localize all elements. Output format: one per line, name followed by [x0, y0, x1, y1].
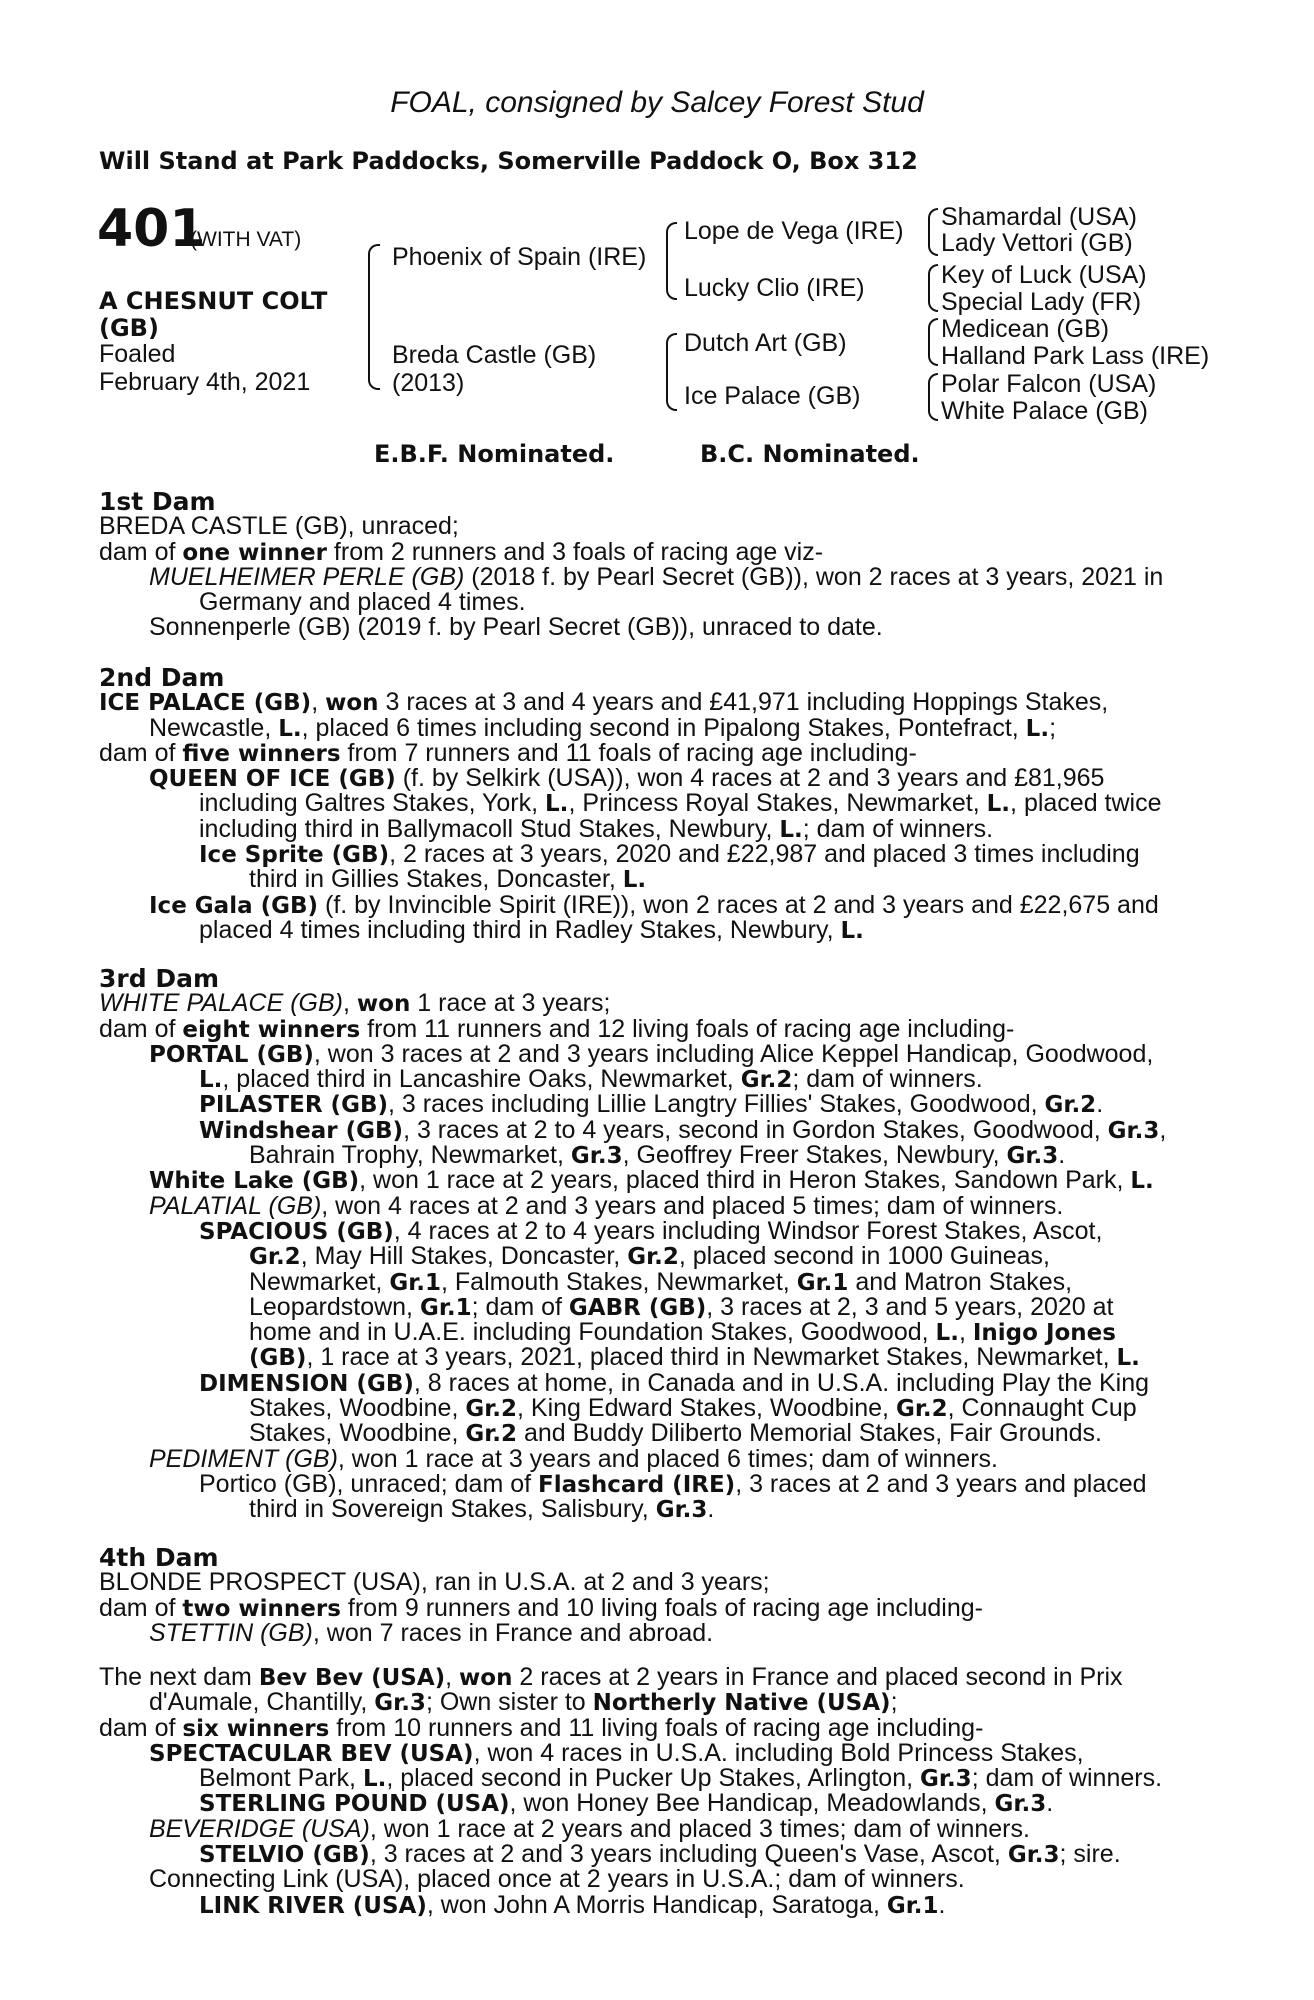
text-run: , won 7 races in France and abroad. [312, 1618, 714, 1647]
ancestor-ssd: Lady Vettori (GB) [941, 229, 1133, 257]
ancestor-dsd: Halland Park Lass (IRE) [941, 342, 1210, 370]
pedigree-brace-sire [666, 222, 677, 300]
text-run: . [1046, 1789, 1054, 1818]
horse-name: ICE PALACE (GB) [99, 690, 312, 717]
horse-name: White Lake (GB) [149, 1168, 360, 1195]
text-run: Stakes, Woodbine, [249, 1394, 466, 1423]
text-run: Bahrain Trophy, Newmarket, [249, 1141, 571, 1170]
race-grade: L. [278, 715, 302, 742]
horse-name: (GB) [249, 1345, 307, 1372]
winners-count: five winners [182, 740, 341, 767]
text-run: . [1096, 1090, 1104, 1119]
text-run: including Galtres Stakes, York, [199, 789, 546, 818]
fourth-dam-heading: 4th Dam [99, 1543, 219, 1572]
third-dam-line [99, 1115, 1199, 1144]
text-run: d'Aumale, Chantilly, [149, 1688, 375, 1717]
first-dam-line: Sonnenperle (GB) (2019 f. by Pearl Secret (GB)), unraced to date. [149, 613, 883, 642]
text-run: ; sire. [1059, 1840, 1121, 1869]
ancestor-sds: Key of Luck (USA) [941, 261, 1147, 289]
race-grade: Gr.2 [465, 1421, 518, 1448]
horse-name: Flashcard (IRE) [538, 1471, 736, 1498]
text-run: and Matron Stakes, [848, 1267, 1073, 1296]
second-dam-heading: 2nd Dam [99, 663, 225, 692]
text-run: , won 4 races at 2 and 3 years and placed 5 times; dam of winners. [321, 1191, 1064, 1220]
horse-name: DIMENSION (GB) [199, 1370, 414, 1397]
next-dam-line [99, 1738, 1199, 1767]
text-run: Newmarket, [249, 1267, 390, 1296]
dam-name: Breda Castle (GB) [392, 341, 597, 369]
text-run: ; Own sister to [425, 1688, 593, 1717]
next-dam-line [99, 1814, 1199, 1843]
fourth-dam-section [99, 1545, 1199, 1646]
text-run: (f. by Selkirk (USA)), won 4 races at 2 and 3 years and £81,965 [395, 764, 1105, 793]
horse-name: STELVIO (GB) [199, 1842, 370, 1869]
text-run: from 2 runners and 3 foals of racing age viz- [326, 537, 824, 566]
race-grade: L. [362, 1766, 387, 1793]
sire-sire-name: Lope de Vega (IRE) [684, 217, 904, 245]
text-run: home and in U.A.E. including Foundation Stakes, Goodwood, [249, 1318, 936, 1347]
text-run: , placed 6 times including second in Pipalong Stakes, Pontefract, [301, 713, 1026, 742]
second-dam-line [99, 842, 1199, 867]
horse-name: Inigo Jones [972, 1320, 1116, 1347]
horse-name: SPECTACULAR BEV (USA) [149, 1740, 474, 1767]
pedigree-brace-ss [928, 208, 938, 256]
third-dam-line [99, 1469, 1199, 1498]
text-run: , placed second in 1000 Guineas, [678, 1242, 1050, 1271]
text-run: dam of [99, 1713, 183, 1742]
next-dam-line [99, 1665, 1199, 1690]
text-run: , Geoffrey Freer Stakes, Newbury, [622, 1141, 1007, 1170]
sire-dam-name: Lucky Clio (IRE) [684, 274, 865, 302]
horse-name: QUEEN OF ICE (GB) [149, 766, 396, 793]
text-run: ; dam of [471, 1292, 569, 1321]
text-run: , [445, 1663, 460, 1691]
third-dam-line [99, 1216, 1199, 1245]
ancestor-dds: Polar Falcon (USA) [941, 370, 1157, 398]
second-dam-line [99, 766, 1199, 791]
text-run: . [707, 1495, 715, 1524]
race-grade: Gr.2 [627, 1244, 679, 1271]
horse-name: PORTAL (GB) [149, 1041, 314, 1068]
text-run: from 10 runners and 11 living foals of racing age including- [329, 1713, 984, 1742]
second-dam-line [99, 791, 1199, 816]
second-dam-line [99, 690, 1199, 715]
text-run: , won Honey Bee Handicap, Meadowlands, [509, 1789, 995, 1818]
text-run: won [325, 690, 379, 717]
first-dam-section [99, 489, 1199, 641]
race-grade: Gr.3 [1107, 1117, 1160, 1144]
vat-label: (WITH VAT) [190, 228, 302, 251]
text-run: dam of [99, 537, 183, 566]
fourth-dam-line [99, 1593, 1199, 1622]
lot-description: A CHESNUT COLT [99, 287, 328, 315]
third-dam-line [99, 1067, 1199, 1092]
text-run: ; [1049, 713, 1057, 742]
ancestor-sdd: Special Lady (FR) [941, 288, 1142, 316]
horse-name: SPACIOUS (GB) [199, 1218, 394, 1245]
text-run: Leopardstown, [249, 1292, 420, 1321]
third-dam-line [99, 1396, 1199, 1421]
race-grade: Gr.2 [1044, 1092, 1097, 1119]
first-dam-line: BREDA CASTLE (GB), unraced; [99, 512, 459, 541]
text-run: , King Edward Stakes, Woodbine, [517, 1394, 896, 1423]
third-dam-line [99, 1368, 1199, 1397]
text-run: , 8 races at home, in Canada and in U.S.A. including Play the King [413, 1368, 1150, 1397]
second-dam-line [99, 867, 1199, 892]
third-dam-line [99, 1497, 1199, 1522]
text-run: 1 race at 3 years; [410, 989, 611, 1018]
text-run: ; dam of winners. [802, 814, 994, 843]
text-run: from 9 runners and 10 living foals of racing age including- [340, 1593, 983, 1622]
text-run: won [459, 1665, 513, 1691]
ancestor-dss: Medicean (GB) [941, 315, 1110, 343]
text-run: , 2 races at 3 years, 2020 and £22,987 and placed 3 times including [389, 840, 1140, 869]
text-run: dam of [99, 1014, 183, 1043]
winners-count: eight winners [182, 1016, 361, 1043]
horse-name: Bev Bev (USA) [258, 1665, 446, 1691]
third-dam-line [99, 1292, 1199, 1321]
fourth-dam-line: BLONDE PROSPECT (USA), ran in U.S.A. at 2 and 3 years; [99, 1568, 770, 1597]
lot-number: 401 [97, 199, 206, 259]
next-dam-line [99, 1842, 1199, 1867]
text-run: including third in Ballymacoll Stud Stakes, Newbury, [199, 814, 780, 843]
text-run: 3 races at 3 and 4 years and £41,971 including Hoppings Stakes, [378, 688, 1109, 717]
race-grade: Gr.3 [920, 1766, 972, 1793]
race-grade: Gr.3 [655, 1497, 708, 1524]
second-dam-line [99, 915, 1199, 944]
text-run: from 7 runners and 11 foals of racing age including- [340, 738, 917, 767]
text-run: ; dam of winners. [971, 1764, 1163, 1793]
race-grade: L. [1025, 715, 1050, 742]
text-run: ; [890, 1688, 898, 1717]
text-run: dam of [99, 738, 183, 767]
dam-year: (2013) [392, 369, 465, 397]
next-dam-line [99, 1766, 1199, 1791]
text-run: (2018 f. by Pearl Secret (GB)), won 2 races at 3 years, 2021 in [464, 562, 1164, 591]
horse-name: STERLING POUND (USA) [199, 1791, 510, 1818]
third-dam-line [99, 1143, 1199, 1168]
first-dam-heading: 1st Dam [99, 487, 216, 516]
text-run: Stakes, Woodbine, [249, 1419, 466, 1448]
winners-count: one winner [182, 539, 327, 566]
text-run: , 3 races at 2 to 4 years, second in Gordon Stakes, Goodwood, [403, 1115, 1108, 1144]
race-grade: L. [840, 917, 864, 944]
text-run: , placed second in Pucker Up Stakes, Arlington, [386, 1764, 920, 1793]
text-run: placed 4 times including third in Radley Stakes, Newbury, [199, 915, 841, 944]
consignor-heading: FOAL, consigned by Salcey Forest Stud [390, 86, 924, 119]
text-run: , 3 races at 2 and 3 years including Queen's Vase, Ascot, [369, 1840, 1008, 1869]
text-run: dam of [99, 1593, 183, 1622]
pedigree-brace-main [368, 244, 380, 390]
text-run: The next dam [99, 1663, 259, 1691]
third-dam-line [99, 1421, 1199, 1446]
text-run: , won 1 race at 2 years, placed third in Heron Stakes, Sandown Park, [359, 1166, 1131, 1195]
text-run: , [311, 688, 326, 717]
dam-dam-name: Ice Palace (GB) [684, 382, 861, 410]
pedigree-brace-ds [928, 318, 938, 366]
third-dam-line [99, 1320, 1199, 1345]
race-grade: Gr.3 [374, 1690, 426, 1717]
third-dam-line [99, 1092, 1199, 1117]
winners-count: two winners [182, 1595, 341, 1622]
text-run: Newcastle, [149, 713, 279, 742]
text-run: Portico (GB), unraced; dam of [199, 1469, 539, 1498]
text-run: won [356, 991, 411, 1018]
horse-name: PILASTER (GB) [199, 1092, 388, 1119]
race-grade: Gr.3 [1007, 1842, 1060, 1869]
horse-name: BEVERIDGE (USA) [149, 1814, 370, 1843]
dam-sire-name: Dutch Art (GB) [684, 329, 847, 357]
bc-nomination: B.C. Nominated. [700, 440, 920, 468]
second-dam-section [99, 665, 1199, 943]
text-run: . [1058, 1141, 1066, 1170]
horse-name: PEDIMENT (GB) [149, 1444, 338, 1473]
horse-name: Windshear (GB) [199, 1117, 404, 1144]
text-run: 2 races at 2 years in France and placed second in Prix [512, 1663, 1123, 1691]
horse-name: Northerly Native (USA) [592, 1690, 891, 1717]
lot-country: (GB) [99, 314, 159, 342]
second-dam-line [99, 814, 1199, 843]
race-grade: L. [545, 791, 569, 818]
next-dam-line [99, 1890, 1199, 1919]
text-run: , Princess Royal Stakes, Newmarket, [568, 789, 987, 818]
foaled-label: Foaled [99, 340, 176, 368]
third-dam-line [99, 1244, 1199, 1269]
third-dam-section [99, 966, 1199, 1523]
text-run: third in Gillies Stakes, Doncaster, [249, 865, 623, 894]
ancestor-ddd: White Palace (GB) [941, 397, 1149, 425]
race-grade: L. [199, 1067, 223, 1094]
race-grade: Gr.2 [249, 1244, 301, 1271]
pedigree-brace-sd [928, 264, 938, 312]
ebf-nomination: E.B.F. Nominated. [374, 440, 615, 468]
first-dam-line: Germany and placed 4 times. [199, 588, 526, 617]
text-run: third in Sovereign Stakes, Salisbury, [249, 1495, 656, 1524]
text-run: , won 4 races in U.S.A. including Bold Princess Stakes, [473, 1738, 1084, 1767]
race-grade: Gr.1 [389, 1269, 441, 1296]
horse-name: MUELHEIMER PERLE (GB) [149, 562, 465, 591]
next-dam-line [99, 1690, 1199, 1715]
text-run: (f. by Invincible Spirit (IRE)), won 2 races at 2 and 3 years and £22,675 and [318, 890, 1159, 919]
text-run: , [1159, 1115, 1167, 1144]
text-run: , won 1 race at 2 years and placed 3 times; dam of winners. [369, 1814, 1030, 1843]
text-run: ; dam of winners. [792, 1065, 983, 1094]
third-dam-line [99, 1444, 1199, 1473]
race-grade: L. [935, 1320, 959, 1347]
third-dam-line [99, 991, 1199, 1016]
horse-name: PALATIAL (GB) [149, 1191, 322, 1220]
third-dam-line [99, 1168, 1199, 1193]
third-dam-line [99, 1014, 1199, 1043]
pedigree-brace-dd [928, 373, 938, 421]
text-run: , Connaught Cup [947, 1394, 1137, 1423]
race-grade: Gr.2 [740, 1067, 793, 1094]
text-run: , May Hill Stakes, Doncaster, [300, 1242, 628, 1271]
text-run: Belmont Park, [199, 1764, 363, 1793]
winners-count: six winners [182, 1715, 330, 1742]
text-run: from 11 runners and 12 living foals of racing age including- [360, 1014, 1015, 1043]
race-grade: L. [622, 867, 647, 894]
third-dam-line [99, 1039, 1199, 1068]
horse-name: WHITE PALACE (GB) [99, 989, 344, 1018]
text-run: , 3 races at 2, 3 and 5 years, 2020 at [706, 1292, 1114, 1321]
race-grade: L. [986, 791, 1011, 818]
text-run: , 4 races at 2 to 4 years including Windsor Forest Stakes, Ascot, [393, 1216, 1103, 1245]
pedigree-brace-dam [666, 333, 677, 411]
sire-name: Phoenix of Spain (IRE) [392, 243, 647, 271]
third-dam-line [99, 1345, 1199, 1370]
text-run: , 3 races at 2 and 3 years and placed [735, 1469, 1147, 1498]
horse-name: Ice Gala (GB) [149, 892, 319, 919]
race-grade: Gr.1 [886, 1892, 939, 1919]
stand-location: Will Stand at Park Paddocks, Somerville Paddock O, Box 312 [99, 147, 918, 175]
text-run: , [958, 1318, 973, 1347]
horse-name: Ice Sprite (GB) [199, 842, 390, 869]
race-grade: L. [1116, 1345, 1140, 1372]
first-dam-line [99, 562, 1199, 591]
fourth-dam-line [99, 1618, 1199, 1647]
text-run: , placed third in Lancashire Oaks, Newmarket, [222, 1065, 741, 1094]
text-run: , placed twice [1010, 789, 1162, 818]
next-dam-line [99, 1791, 1199, 1816]
next-dam-section [99, 1665, 1199, 1918]
text-run: . [938, 1890, 946, 1919]
text-run: , won 3 races at 2 and 3 years including Alice Keppel Handicap, Goodwood, [313, 1039, 1154, 1068]
second-dam-line [99, 738, 1199, 767]
race-grade: Gr.2 [465, 1396, 518, 1423]
text-run: , Falmouth Stakes, Newmarket, [441, 1267, 797, 1296]
race-grade: Gr.1 [419, 1294, 472, 1321]
race-grade: Gr.2 [895, 1396, 948, 1423]
next-dam-line: Connecting Link (USA), placed once at 2 years in U.S.A.; dam of winners. [149, 1865, 965, 1894]
horse-name: LINK RIVER (USA) [199, 1892, 427, 1919]
ancestor-sss: Shamardal (USA) [941, 203, 1137, 231]
race-grade: L. [1130, 1168, 1154, 1195]
text-run: , won 1 race at 3 years and placed 6 times; dam of winners. [337, 1444, 998, 1473]
text-run: , [343, 989, 357, 1018]
race-grade: L. [779, 816, 803, 843]
horse-name: STETTIN (GB) [149, 1618, 313, 1647]
second-dam-line [99, 890, 1199, 919]
text-run: , 3 races including Lillie Langtry Fillies' Stakes, Goodwood, [388, 1090, 1045, 1119]
foaled-date: February 4th, 2021 [99, 368, 311, 396]
next-dam-line [99, 1713, 1199, 1742]
third-dam-line [99, 1267, 1199, 1296]
text-run: , 1 race at 3 years, 2021, placed third in Newmarket Stakes, Newmarket, [306, 1343, 1117, 1372]
race-grade: Gr.3 [994, 1791, 1047, 1818]
third-dam-line [99, 1191, 1199, 1220]
text-run: , won John A Morris Handicap, Saratoga, [426, 1890, 887, 1919]
race-grade: Gr.3 [1006, 1143, 1059, 1170]
third-dam-heading: 3rd Dam [99, 964, 219, 993]
race-grade: Gr.1 [796, 1269, 849, 1296]
second-dam-line [99, 713, 1199, 742]
race-grade: Gr.3 [570, 1143, 623, 1170]
first-dam-line [99, 537, 1199, 566]
text-run: and Buddy Diliberto Memorial Stakes, Fair Grounds. [517, 1419, 1103, 1448]
horse-name: GABR (GB) [568, 1294, 707, 1321]
